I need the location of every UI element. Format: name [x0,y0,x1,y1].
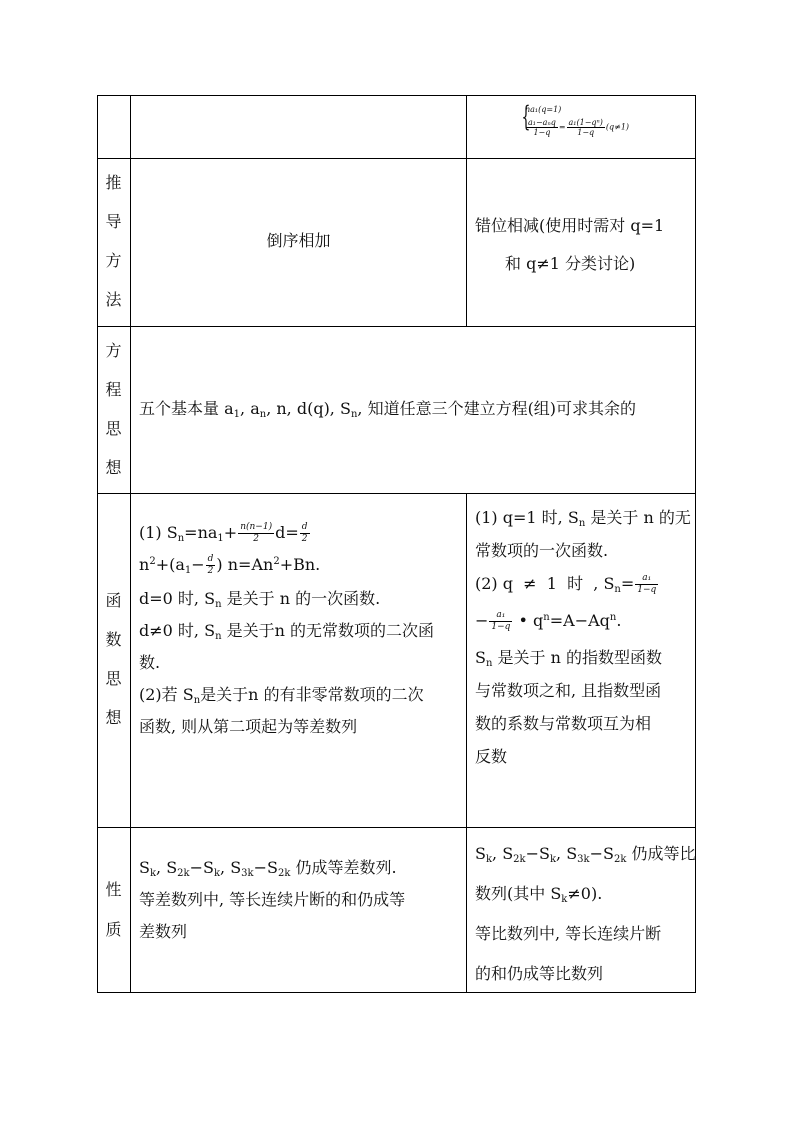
subscript: n [614,584,621,595]
geo-prop-line3: 等比数列中, 等长连续片断 [475,924,662,943]
equation-text: , a [240,399,260,418]
text: 是关于n 的有非零常数项的二次 [200,685,424,704]
geo-prop-line4: 的和仍成等比数列 [475,964,604,983]
geo-func-line4 [475,604,693,637]
label-char: 导 [105,212,122,231]
label-char: 质 [105,920,122,939]
superscript: 2 [149,556,156,567]
label-char: 数 [105,630,122,649]
label-char: 想 [105,708,122,727]
geometric-derivation [475,207,693,283]
arith-func-line2 [139,549,464,581]
geo-func-line1 [475,501,693,534]
subscript: n [215,631,222,642]
text: 是关于n 的无常数项的二次函 [221,621,434,640]
geometric-sum-formula-cell [467,96,695,158]
text: −S [589,844,614,863]
subscript: 2k [177,868,190,879]
text: − [191,555,205,574]
text: +(a [155,555,185,574]
text: (1) S [139,523,178,542]
row-divider [97,827,696,828]
text: −S [525,844,550,863]
text: + [223,523,238,542]
text: , S [220,858,242,877]
subscript: k [149,868,157,879]
subscript: n [193,695,201,706]
fraction [489,610,512,633]
text: −S [253,858,278,877]
text: (2) q ≠ 1 时 , S [475,574,615,593]
equation-description [139,393,694,425]
arith-func-line4 [139,615,464,647]
fraction-numerator: d [301,522,308,532]
fraction-denominator: 2 [253,534,260,544]
fraction [635,573,658,596]
geo-func-line3 [475,567,693,600]
equation-text: 五个基本量 a [139,399,234,418]
text: 数列(其中 S [475,884,562,903]
text: =A−Aq [549,611,610,630]
equation-text: , 知道任意三个建立方程(组)可求其余的 [357,399,637,418]
subscript: 3k [577,854,590,865]
equation-text: , n, d(q), S [266,399,351,418]
arith-func-line5: 数. [139,653,161,672]
text: 是关于 n 的无 [585,508,691,527]
subscript: k [485,854,493,865]
label-char: 性 [105,880,122,899]
text: S [475,648,486,667]
formula-case-q-not-1 [525,118,629,137]
arith-prop-line2: 等差数列中, 等长连续片断的和仍成等 [139,890,406,909]
subscript: 1 [184,565,192,576]
fraction-denominator: 2 [207,566,214,576]
superscript: n [609,612,617,623]
text: d= [275,523,299,542]
subscript: k [549,854,557,865]
arith-func-line7: 函数, 则从第二项起为等差数列 [139,717,358,736]
text: , S [492,844,514,863]
text: (2)若 S [139,685,194,704]
label-char: 方 [105,341,122,360]
arith-func-line6 [139,679,464,711]
text: • q [513,611,544,630]
geometric-derivation-line2: 和 q≠1 分类讨论) [505,254,636,273]
geometric-sum-formula [521,100,630,137]
label-char: 程 [105,380,122,399]
comparison-table [97,95,696,993]
label-char: 想 [105,458,122,477]
fraction-numerator: n(n−1) [240,522,273,532]
row-label-equation [97,331,130,487]
text: S [475,844,486,863]
text: , S [556,844,578,863]
label-char: 方 [105,251,122,270]
subscript: k [561,894,568,905]
fraction [238,522,274,545]
text: +Bn. [279,555,321,574]
fraction-numerator: a₁(1−qⁿ) [568,118,603,127]
geometric-property [475,834,696,994]
geo-func-line7: 数的系数与常数项互为相 [475,714,652,733]
subscript: 2k [513,854,526,865]
text: 仍成等比 [626,844,696,863]
label-char: 法 [105,290,122,309]
fraction-denominator: 1−q [533,128,551,137]
text: . [616,611,622,630]
subscript: n [177,533,185,544]
fraction-numerator: a₁ [489,610,512,622]
geo-func-line5 [475,641,693,674]
arithmetic-function-thinking [139,517,464,743]
text: 仍成等差数列. [290,858,397,877]
fraction-numerator: a₁ [635,573,658,585]
text: −S [189,858,214,877]
geo-func-line6: 与常数项之和, 且指数型函 [475,681,662,700]
formula-condition: (q≠1) [605,122,630,132]
fraction-denominator: 2 [301,534,308,544]
subscript: n [259,409,267,420]
fraction-denominator: 1−q [491,622,511,632]
text: 是关于 n 的指数型函数 [492,648,662,667]
arith-prop-line3: 差数列 [139,922,188,941]
label-char: 思 [105,419,122,438]
text: 是关于 n 的一次函数. [221,589,381,608]
label-char: 函 [105,591,122,610]
arith-func-line3 [139,583,464,615]
superscript: n [543,612,550,623]
text: n [139,555,150,574]
formula-case-q-equals-1: na₁(q=1) [525,105,562,114]
subscript: n [350,409,358,420]
text: d=0 时, S [139,589,216,608]
brace-symbol: { [521,100,531,133]
text: ≠0). [567,884,603,903]
geometric-derivation-line1: 错位相减(使用时需对 q=1 [475,216,665,235]
row-label-function [97,581,130,737]
geo-func-line8: 反数 [475,747,508,766]
column-divider [466,493,467,993]
geo-prop-line1 [475,834,696,874]
row-divider [97,493,696,494]
subscript: 1 [233,409,241,420]
subscript: 2k [277,868,291,879]
fraction-denominator: 1−q [577,128,595,137]
geometric-function-thinking [475,501,693,773]
arith-func-line1 [139,517,464,549]
text: d≠0 时, S [139,621,216,640]
row-divider [97,326,696,327]
row-label-derivation [97,163,130,319]
text: S [139,858,150,877]
fraction [300,522,310,545]
fraction [206,554,216,577]
subscript: 1 [217,533,224,544]
text: =na [184,523,218,542]
geo-prop-line2 [475,874,693,914]
text: = [620,574,635,593]
arithmetic-property [139,852,464,948]
text: − [475,611,489,630]
subscript: k [213,868,221,879]
subscript: n [215,599,222,610]
row-divider [97,158,696,159]
superscript: 2 [273,556,280,567]
label-char: 思 [105,669,122,688]
fraction-numerator: d [207,554,214,564]
arith-prop-line1 [139,852,464,884]
row-label-property [97,870,130,950]
text: (1) q=1 时, S [475,508,579,527]
fraction-denominator: 1−q [637,585,657,595]
subscript: 2k [613,854,627,865]
subscript: 3k [241,868,254,879]
reverse-order-addition-text: 倒序相加 [266,231,331,250]
label-char: 推 [105,173,122,192]
subscript: n [485,658,493,669]
equals-sign: = [558,122,566,132]
arithmetic-derivation [131,225,466,257]
subscript: n [578,518,586,529]
text: , S [156,858,178,877]
geo-func-line2: 常数项的一次函数. [475,541,609,560]
fraction-numerator: a₁−aₙq [528,118,556,127]
text: ) n=An [216,555,274,574]
